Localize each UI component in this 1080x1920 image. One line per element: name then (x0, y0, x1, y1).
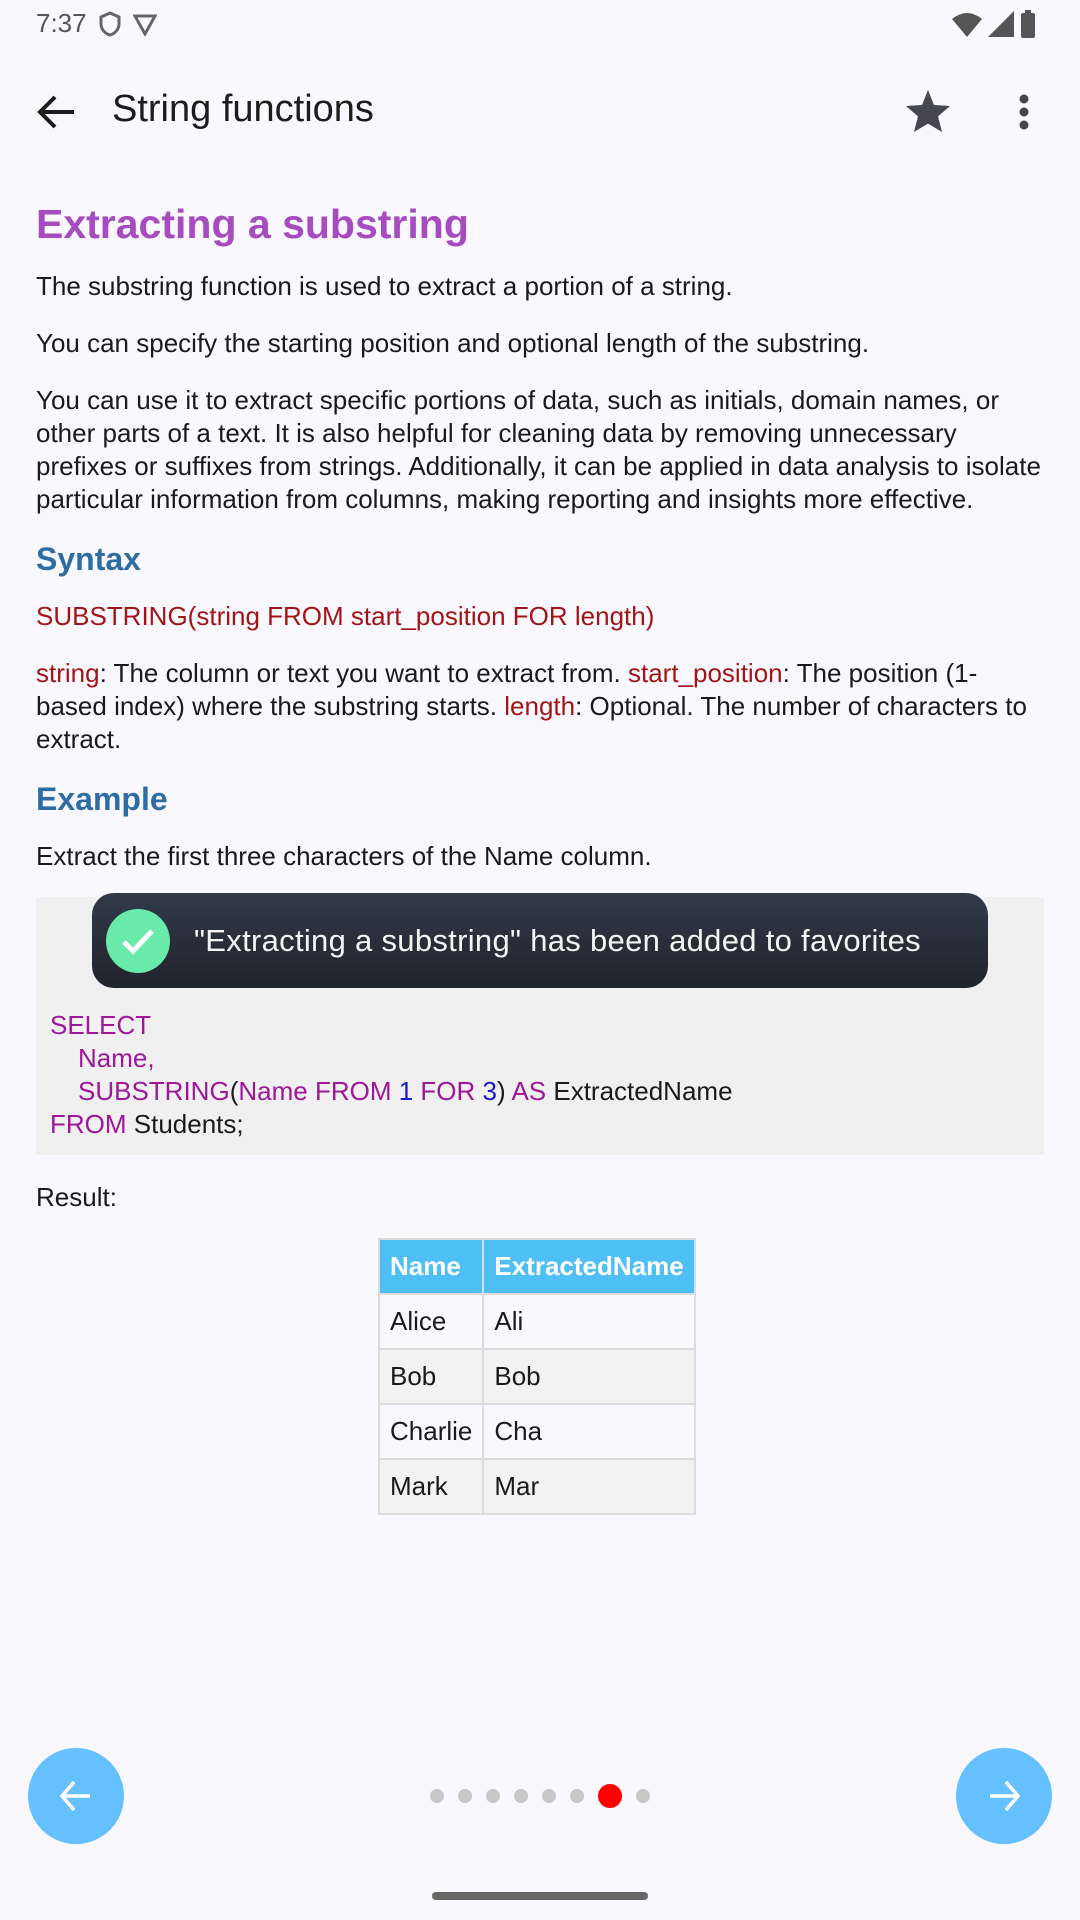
arrow-right-icon (986, 1778, 1022, 1814)
code-kw: AS (511, 1076, 547, 1106)
param-length: length (504, 691, 576, 721)
table-cell: Mark (379, 1459, 483, 1514)
signal-icon (988, 11, 1014, 37)
syntax-heading: Syntax (36, 541, 141, 577)
favorite-toast (92, 893, 988, 988)
param-desc: : The column or text you want to extract from. (99, 658, 628, 688)
example-text: Extract the first three characters of the Name column. (36, 841, 652, 871)
page-dot[interactable] (542, 1789, 556, 1803)
result-table (378, 1238, 696, 1515)
vpn-icon (133, 12, 157, 36)
system-icons (952, 10, 1036, 38)
paragraph: The substring function is used to extract a portion of a string. (36, 271, 733, 301)
table-cell: Mar (483, 1459, 694, 1514)
battery-icon (1020, 10, 1036, 38)
table-row (379, 1349, 695, 1404)
star-icon[interactable] (904, 88, 952, 134)
page-title: String functions (112, 88, 374, 130)
table-row (379, 1459, 695, 1514)
status-time: 7:37 (36, 8, 87, 38)
code-text: ( (229, 1076, 239, 1106)
result-label: Result: (36, 1182, 117, 1212)
page-dot[interactable] (636, 1789, 650, 1803)
table-cell: Cha (483, 1404, 694, 1459)
table-cell: Alice (379, 1294, 483, 1349)
code-kw: Name FROM (238, 1076, 399, 1106)
paragraph: You can specify the starting position and optional length of the substring. (36, 328, 870, 358)
table-cell: Charlie (379, 1404, 483, 1459)
table-cell: Bob (483, 1349, 694, 1404)
table-cell: Bob (379, 1349, 483, 1404)
page-dot[interactable] (570, 1789, 584, 1803)
code-text: ExtractedName (546, 1076, 733, 1106)
code-kw: FROM (50, 1109, 127, 1139)
code-col: Name, (78, 1043, 155, 1073)
back-arrow-icon[interactable] (36, 94, 76, 130)
page-dot[interactable] (430, 1789, 444, 1803)
page-dot-active[interactable] (598, 1784, 622, 1808)
code-text: ) (496, 1076, 512, 1106)
arrow-left-icon (58, 1778, 94, 1814)
home-indicator[interactable] (432, 1892, 648, 1900)
page-indicator (430, 1784, 650, 1808)
shield-icon (99, 11, 121, 37)
more-options-icon[interactable] (1016, 94, 1032, 130)
check-icon (106, 909, 170, 973)
table-row (379, 1294, 695, 1349)
syntax-description (36, 657, 1044, 756)
param-desc: : The position (1-based index) where the substring starts. (36, 658, 978, 721)
code-kw: FOR (413, 1076, 483, 1106)
table-header-cell: Name (379, 1239, 483, 1294)
code-text: Students; (126, 1109, 244, 1139)
article (36, 200, 1044, 1515)
param-string: string (36, 658, 100, 688)
code-kw: SELECT (50, 1010, 152, 1040)
code-block (36, 897, 1044, 1155)
param-desc: : Optional. The number of characters to extract. (36, 691, 1027, 754)
wifi-icon (952, 11, 982, 37)
code-num: 1 (398, 1076, 414, 1106)
syntax-code: SUBSTRING(string FROM start_position FOR length) (36, 601, 655, 631)
param-start: start_position (627, 658, 783, 688)
page-dot[interactable] (486, 1789, 500, 1803)
status-bar (36, 8, 157, 39)
next-page-button[interactable] (956, 1748, 1052, 1844)
table-header-cell: ExtractedName (483, 1239, 694, 1294)
paragraph: You can use it to extract specific portions of data, such as initials, domain names, or other parts of a text. It is also helpful for cleaning data by removing unnecessary prefixes or suffixes from strings. Additionally, it can be applied in data analysis to isolate particular information from columns, making reporting and insights more effective. (36, 385, 1041, 514)
article-heading: Extracting a substring (36, 201, 469, 247)
page-dot[interactable] (514, 1789, 528, 1803)
code-fn: SUBSTRING (78, 1076, 230, 1106)
toast-message: "Extracting a substring" has been added to favorites (194, 923, 921, 958)
code-num: 3 (482, 1076, 497, 1106)
table-header (379, 1239, 695, 1294)
previous-page-button[interactable] (28, 1748, 124, 1844)
table-row (379, 1404, 695, 1459)
table-cell: Ali (483, 1294, 694, 1349)
example-heading: Example (36, 781, 168, 817)
page-dot[interactable] (458, 1789, 472, 1803)
